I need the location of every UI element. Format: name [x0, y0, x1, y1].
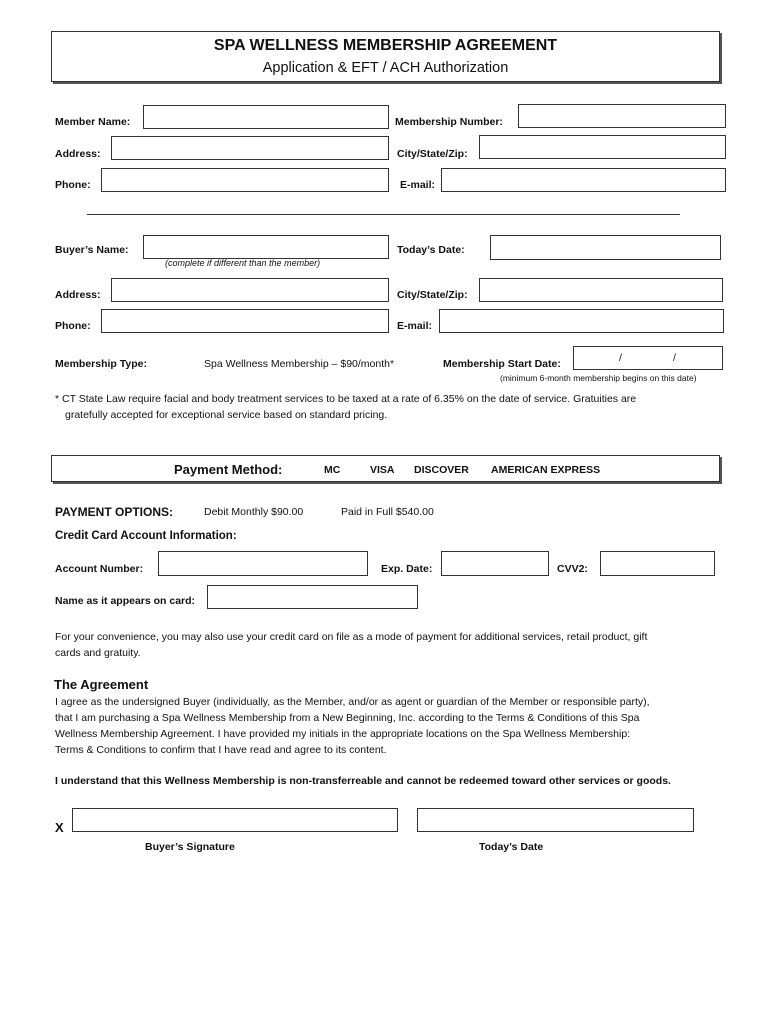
signature-date-field[interactable]	[417, 808, 694, 832]
convenience-note-line: For your convenience, you may also use your credit card on file as a mode of payment for additional services, retail product, gift	[55, 631, 648, 643]
section-divider	[87, 214, 680, 215]
buyer-date-label: Today’s Date:	[397, 244, 465, 256]
payment-option-full[interactable]: Paid in Full $540.00	[341, 506, 434, 518]
buyer-name-field[interactable]	[143, 235, 389, 259]
agreement-line: Terms & Conditions to confirm that I have read and agree to its content.	[55, 744, 387, 756]
membership-number-field[interactable]	[518, 104, 726, 128]
buyer-address-field[interactable]	[111, 278, 389, 302]
signature-date-label: Today’s Date	[479, 841, 544, 853]
tax-note-line: gratefully accepted for exceptional service based on standard pricing.	[65, 409, 388, 421]
member-email-field[interactable]	[441, 168, 726, 192]
member-city-field[interactable]	[479, 135, 726, 159]
membership-number-label: Membership Number:	[395, 116, 503, 128]
agreement-heading: The Agreement	[54, 677, 149, 692]
member-phone-field[interactable]	[101, 168, 389, 192]
form-title: SPA WELLNESS MEMBERSHIP AGREEMENT	[213, 37, 558, 54]
convenience-note-line: cards and gratuity.	[55, 647, 141, 659]
buyer-phone-label: Phone:	[55, 320, 91, 332]
agreement-line: I agree as the undersigned Buyer (individually, as the Member, and/or as agent or guardian of the Member or responsible party),	[55, 696, 650, 708]
payment-option-monthly[interactable]: Debit Monthly $90.00	[204, 506, 304, 518]
buyer-name-note: (complete if different than the member)	[165, 258, 321, 268]
buyer-email-label: E-mail:	[397, 320, 433, 332]
membership-start-date-field[interactable]	[573, 346, 723, 370]
membership-start-note: (minimum 6-month membership begins on this date)	[500, 373, 697, 383]
member-name-label: Member Name:	[55, 116, 131, 128]
agreement-line: Wellness Membership Agreement. I have provided my initials in the appropriate locations on the Spa Wellness Membership:	[55, 728, 631, 740]
exp-date-field[interactable]	[441, 551, 549, 576]
payment-method-discover[interactable]: DISCOVER	[414, 464, 469, 476]
cvv-field[interactable]	[600, 551, 715, 576]
account-number-field[interactable]	[158, 551, 368, 576]
member-address-field[interactable]	[111, 136, 389, 160]
name-on-card-field[interactable]	[207, 585, 418, 609]
buyer-name-label: Buyer’s Name:	[55, 244, 129, 256]
payment-method-mc[interactable]: MC	[324, 464, 341, 476]
payment-method-box	[51, 455, 720, 482]
buyer-signature-field[interactable]	[72, 808, 398, 832]
member-name-field[interactable]	[143, 105, 389, 129]
membership-start-label: Membership Start Date:	[443, 358, 561, 370]
name-on-card-label: Name as it appears on card:	[55, 595, 196, 607]
signature-x-mark: X	[55, 820, 64, 835]
date-separator: /	[619, 352, 622, 364]
member-address-label: Address:	[55, 148, 101, 160]
tax-note-line: * CT State Law require facial and body treatment services to be taxed at a rate of 6.35% on the date of service. Gratuities are	[55, 393, 637, 405]
credit-card-heading: Credit Card Account Information:	[55, 530, 237, 542]
agreement-line: that I am purchasing a Spa Wellness Membership from a New Beginning, Inc. according to the Terms & Conditions of this Spa	[55, 712, 640, 724]
account-number-label: Account Number:	[55, 563, 144, 575]
buyer-date-field[interactable]	[490, 235, 721, 260]
buyer-email-field[interactable]	[439, 309, 724, 333]
payment-method-visa[interactable]: VISA	[370, 464, 395, 476]
member-email-label: E-mail:	[400, 179, 436, 191]
buyer-city-label: City/State/Zip:	[397, 289, 468, 301]
buyer-phone-field[interactable]	[101, 309, 389, 333]
membership-type-value: Spa Wellness Membership – $90/month*	[204, 358, 395, 370]
date-separator: /	[673, 352, 676, 364]
payment-options-label: PAYMENT OPTIONS:	[55, 505, 174, 519]
cvv-label: CVV2:	[557, 563, 588, 575]
buyer-address-label: Address:	[55, 289, 101, 301]
payment-method-amex[interactable]: AMERICAN EXPRESS	[491, 464, 601, 476]
membership-type-label: Membership Type:	[55, 358, 147, 370]
non-transferable-statement: I understand that this Wellness Membership is non-transferreable and cannot be redeemed toward other services or goods.	[55, 775, 671, 787]
buyer-city-field[interactable]	[479, 278, 723, 302]
payment-method-label: Payment Method:	[174, 462, 283, 477]
buyer-signature-label: Buyer’s Signature	[145, 841, 235, 853]
member-city-label: City/State/Zip:	[397, 148, 468, 160]
member-phone-label: Phone:	[55, 179, 91, 191]
form-subtitle: Application & EFT / ACH Authorization	[262, 60, 509, 76]
title-box	[51, 31, 720, 82]
exp-date-label: Exp. Date:	[381, 563, 433, 575]
